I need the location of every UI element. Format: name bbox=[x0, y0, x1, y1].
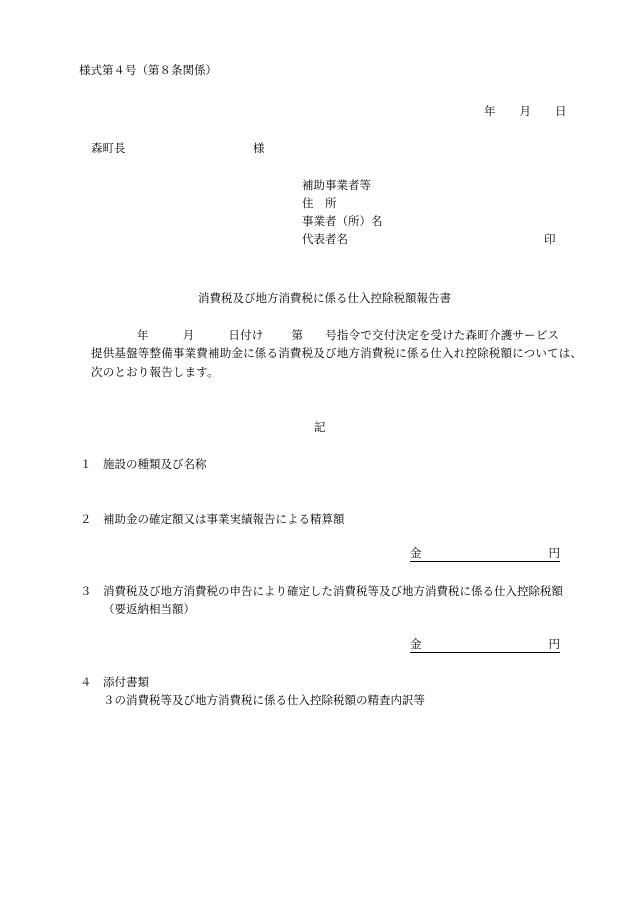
item-4-label: 添付書類 bbox=[103, 675, 149, 689]
ki-heading: 記 bbox=[314, 420, 326, 434]
applicant-office-label: 事業者（所）名 bbox=[302, 214, 383, 228]
body-year: 年 bbox=[137, 328, 149, 342]
body-line1-tail: 号指令で交付決定を受けた森町介護サービス bbox=[325, 328, 560, 342]
body-day: 日付け bbox=[228, 328, 264, 342]
item-4-sub: ３の消費税等及び地方消費税に係る仕入控除税額の精査内訳等 bbox=[103, 693, 425, 707]
applicant-org-label: 補助事業者等 bbox=[302, 178, 371, 192]
item-3-kin: 金 bbox=[410, 637, 422, 651]
item-1-number: １ bbox=[80, 457, 92, 471]
body-line-1 bbox=[137, 327, 559, 343]
body-month: 月 bbox=[182, 328, 195, 342]
addressee-honorific: 様 bbox=[253, 141, 265, 155]
seal-mark: 印 bbox=[544, 232, 556, 246]
date-line bbox=[484, 103, 567, 119]
body-line-2: 提供基盤等整備事業費補助金に係る消費税及び地方消費税に係る仕入れ控除税額については、 bbox=[91, 346, 583, 360]
applicant-address-label: 住 所 bbox=[302, 196, 337, 210]
item-4-number: ４ bbox=[80, 675, 92, 689]
item-3-label: 消費税及び地方消費税の申告により確定した消費税等及び地方消費税に係る仕入控除税額 bbox=[103, 584, 563, 598]
addressee-name: 森町長 bbox=[91, 141, 126, 155]
item-2-yen: 円 bbox=[548, 546, 560, 560]
item-2-label: 補助金の確定額又は事業実績報告による精算額 bbox=[103, 512, 345, 526]
item-3-sub: （要返納相当額） bbox=[103, 602, 195, 616]
applicant-rep-label: 代表者名 bbox=[302, 232, 348, 246]
document-title: 消費税及び地方消費税に係る仕入控除税額報告書 bbox=[198, 291, 451, 305]
item-3-amount-field bbox=[410, 636, 560, 653]
item-2-amount-field bbox=[410, 545, 560, 562]
date-year-label: 年 bbox=[484, 104, 496, 118]
item-3-number: ３ bbox=[80, 584, 92, 598]
body-line-3: 次のとおり報告します。 bbox=[91, 365, 219, 379]
date-month-label: 月 bbox=[519, 104, 531, 118]
body-dai: 第 bbox=[291, 328, 304, 342]
form-number: 様式第４号（第８条関係） bbox=[79, 63, 217, 77]
item-2-kin: 金 bbox=[410, 546, 422, 560]
item-1-label: 施設の種類及び名称 bbox=[103, 457, 207, 471]
item-2-number: ２ bbox=[80, 512, 92, 526]
date-day-label: 日 bbox=[555, 104, 567, 118]
item-3-yen: 円 bbox=[548, 637, 560, 651]
